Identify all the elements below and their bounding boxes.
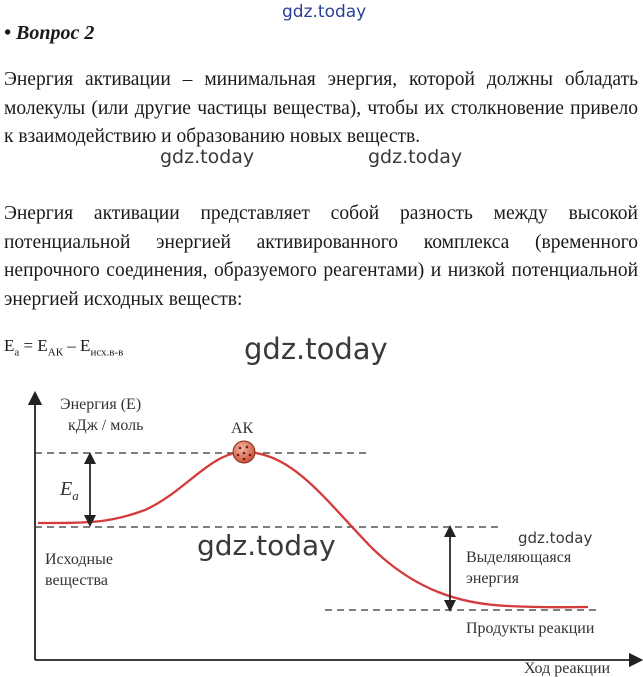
formula-eak: E [37, 336, 48, 355]
formula-equals: = [19, 336, 38, 355]
y-axis-label-line2: кДж / моль [68, 417, 144, 434]
formula-eak-sub: АК [47, 346, 64, 359]
released-label-line2: энергия [466, 570, 520, 587]
watermark-top: gdz.today [282, 2, 367, 22]
reactants-label-line1: Исходные [45, 551, 113, 568]
question-heading: • Вопрос 2 [4, 22, 95, 44]
watermark-5: gdz.today [197, 529, 336, 562]
paragraph-definition: Энергия активации – минимальная энергия, которой должны обладать молекулы (или другие частицы вещества), чтобы их столкновение привело к взаимодействию и образованию новых веществ. [4, 69, 638, 147]
released-label-line1: Выделяющаяся [466, 549, 572, 566]
reactants-label-line2: вещества [45, 572, 108, 589]
ea-label: $E_а$ [60, 478, 79, 503]
watermark-3: gdz.today [244, 332, 388, 366]
watermark-4: gdz.today [518, 529, 593, 547]
products-label: Продукты реакции [466, 620, 595, 637]
formula-ea-sub: а [14, 346, 20, 359]
y-axis-label-line1: Энергия (E) [60, 396, 142, 413]
paragraph-explanation: Энергия активации представляет собой разность между высокой потенциальной энергией активированного комплекса (временного непрочного соединения, образуемого реагентами) и низкой потенциальной энергией исходных веществ: [4, 203, 638, 310]
formula-eisx: E [80, 336, 91, 355]
watermark-2: gdz.today [368, 146, 463, 168]
x-axis-label: Ход реакции [524, 660, 611, 677]
watermark-1: gdz.today [160, 146, 255, 168]
formula-eisx-sub: исх.в-в [90, 346, 124, 359]
formula-minus: – [63, 336, 81, 355]
ak-label: АК [231, 420, 254, 437]
activation-energy-formula [4, 336, 123, 358]
formula-ea: E [4, 336, 15, 355]
